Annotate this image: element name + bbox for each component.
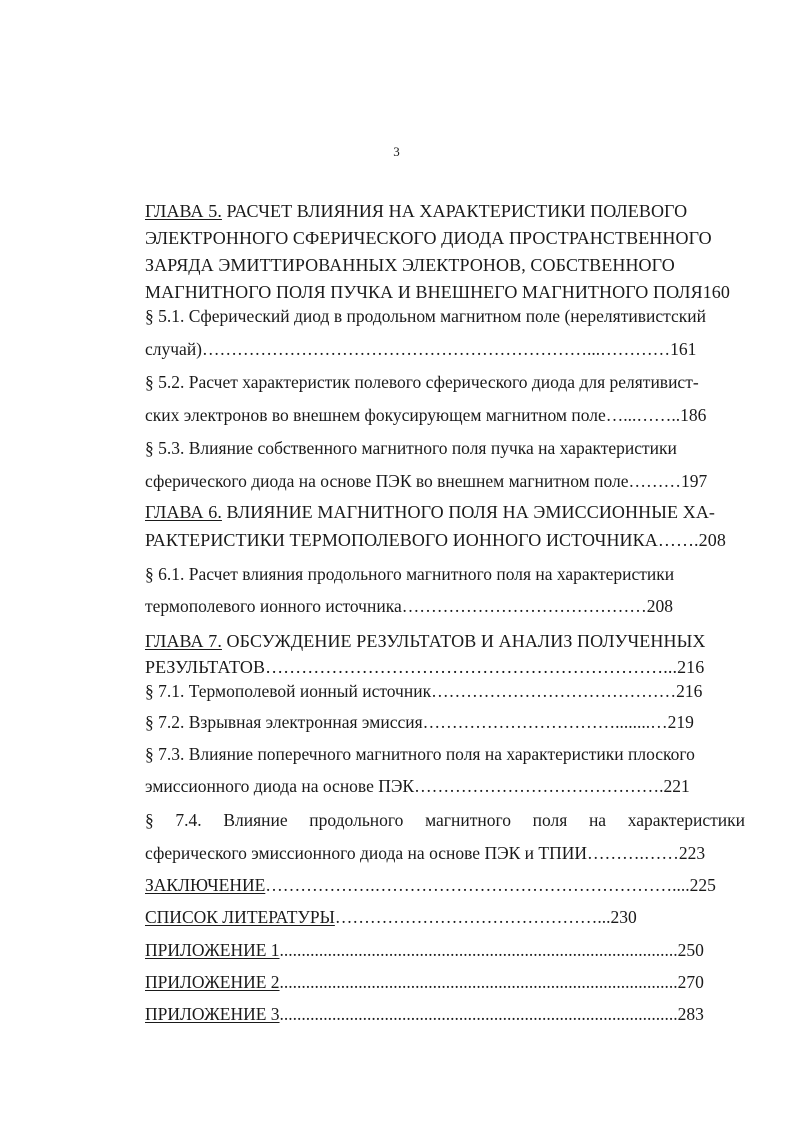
toc-section-7-3-line-2: эмиссионного диода на основе ПЭК…………………………………….221	[145, 776, 690, 796]
toc-appendix-2[interactable]	[145, 971, 745, 993]
chapter-7-title-part: ОБСУЖДЕНИЕ РЕЗУЛЬТАТОВ И АНАЛИЗ ПОЛУЧЕННЫХ	[221, 631, 706, 651]
toc-chapter-5-title-line-1[interactable]	[145, 200, 745, 222]
section-7-4-word: характеристики	[627, 810, 745, 830]
section-7-4-word: §	[145, 810, 154, 830]
toc-appendix-3[interactable]	[145, 1003, 745, 1025]
conclusion-label: ЗАКЛЮЧЕНИЕ	[145, 875, 266, 895]
toc-chapter-5-title-line-2: ЭЛЕКТРОННОГО СФЕРИЧЕСКОГО ДИОДА ПРОСТРАНСТВЕННОГО	[145, 228, 712, 248]
toc-section-6-1-line-1[interactable]: § 6.1. Расчет влияния продольного магнитного поля на характеристики	[145, 564, 675, 584]
toc-chapter-5-title-line-4: МАГНИТНОГО ПОЛЯ ПУЧКА И ВНЕШНЕГО МАГНИТНОГО ПОЛЯ160	[145, 282, 731, 302]
toc-section-7-4-line-1[interactable]	[145, 809, 745, 831]
references-leader: ………………………………………...230	[334, 907, 637, 927]
toc-section-6-1-line-2: термополевого ионного источника……………………………………208	[145, 596, 673, 616]
toc-chapter-6-title-line-2: РАКТЕРИСТИКИ ТЕРМОПОЛЕВОГО ИОННОГО ИСТОЧНИКА…….208	[145, 530, 726, 550]
toc-section-5-2-line-1[interactable]: § 5.2. Расчет характеристик полевого сферического диода для релятивист-	[145, 372, 699, 392]
appendix-2-label: ПРИЛОЖЕНИЕ 2	[145, 972, 280, 992]
chapter-5-title-part: РАСЧЕТ ВЛИЯНИЯ НА ХАРАКТЕРИСТИКИ ПОЛЕВОГО	[221, 201, 688, 221]
appendix-3-leader: ...........................................................................................283	[279, 1004, 704, 1024]
section-7-4-word: продольного	[309, 810, 404, 830]
toc-section-7-2[interactable]: § 7.2. Взрывная электронная эмиссия……………………………........…219	[145, 712, 694, 732]
chapter-5-label: ГЛАВА 5.	[145, 201, 222, 221]
toc-section-5-2-line-2: ских электронов во внешнем фокусирующем магнитном поле…...……..186	[145, 405, 707, 425]
toc-chapter-7-title-line-1[interactable]	[145, 630, 745, 652]
toc-section-7-4-line-2: сферического эмиссионного диода на основе ПЭК и ТПИИ……….……223	[145, 843, 706, 863]
toc-chapter-6-title-line-1[interactable]	[145, 501, 745, 523]
toc-conclusion[interactable]	[145, 874, 745, 896]
section-7-4-word: на	[588, 810, 607, 830]
appendix-2-leader: ...........................................................................................270	[279, 972, 704, 992]
references-label: СПИСОК ЛИТЕРАТУРЫ	[145, 907, 335, 927]
section-7-4-word: Влияние	[223, 810, 288, 830]
section-7-4-word: поля	[532, 810, 568, 830]
section-7-4-word: 7.4.	[175, 810, 202, 830]
toc-section-5-1-line-2: случай)…………………………………………………………...…………161	[145, 339, 697, 359]
chapter-6-label: ГЛАВА 6.	[145, 502, 222, 522]
toc-chapter-7-title-line-2: РЕЗУЛЬТАТОВ…………………………………………………………...216	[145, 657, 705, 677]
toc-section-7-1[interactable]: § 7.1. Термополевой ионный источник……………………………………216	[145, 681, 703, 701]
toc-section-5-3-line-2: сферического диода на основе ПЭК во внешнем магнитном поле………197	[145, 471, 708, 491]
appendix-3-label: ПРИЛОЖЕНИЕ 3	[145, 1004, 280, 1024]
conclusion-leader: ……………….……………………………………………....225	[265, 875, 716, 895]
chapter-7-label: ГЛАВА 7.	[145, 631, 222, 651]
toc-section-5-1-line-1[interactable]: § 5.1. Сферический диод в продольном магнитном поле (нерелятивистский	[145, 306, 706, 326]
appendix-1-leader: ...........................................................................................250	[279, 940, 704, 960]
page-number: 3	[393, 144, 400, 159]
toc-appendix-1[interactable]	[145, 939, 745, 961]
toc-section-7-3-line-1[interactable]: § 7.3. Влияние поперечного магнитного поля на характеристики плоского	[145, 744, 695, 764]
section-7-4-word: магнитного	[425, 810, 511, 830]
chapter-6-title-part: ВЛИЯНИЕ МАГНИТНОГО ПОЛЯ НА ЭМИССИОННЫЕ ХА-	[221, 502, 716, 522]
appendix-1-label: ПРИЛОЖЕНИЕ 1	[145, 940, 280, 960]
toc-chapter-5-title-line-3: ЗАРЯДА ЭМИТТИРОВАННЫХ ЭЛЕКТРОНОВ, СОБСТВЕННОГО	[145, 255, 675, 275]
toc-references[interactable]	[145, 906, 745, 928]
toc-section-5-3-line-1[interactable]: § 5.3. Влияние собственного магнитного поля пучка на характеристики	[145, 438, 677, 458]
